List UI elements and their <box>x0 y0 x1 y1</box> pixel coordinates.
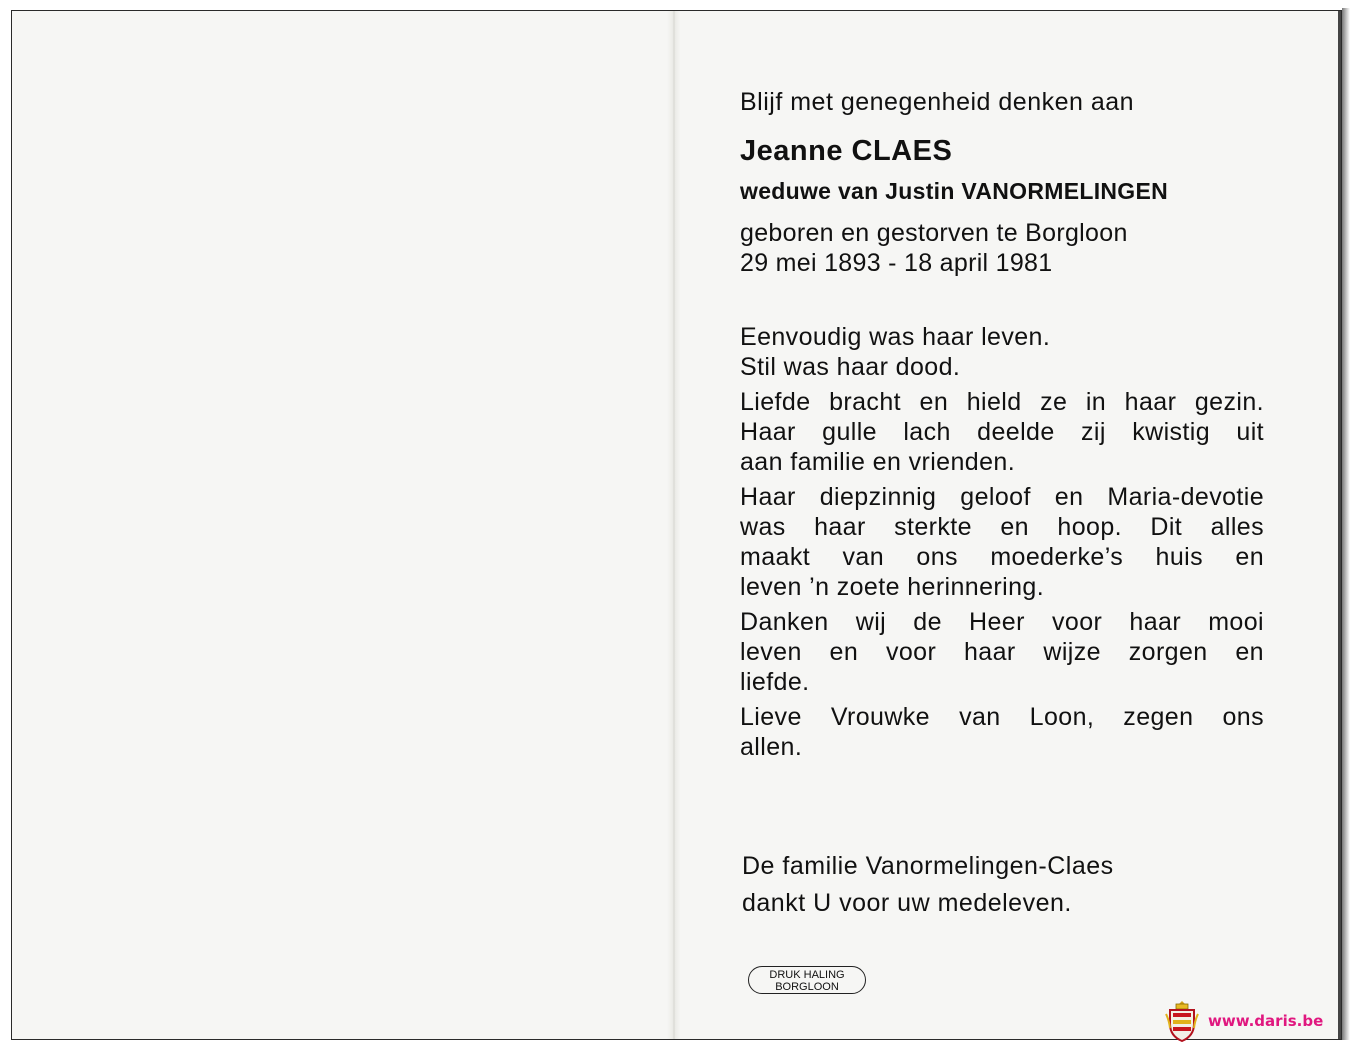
widow-of-line: weduwe van Justin VANORMELINGEN <box>740 178 1169 204</box>
poem-stanza <box>740 387 1264 477</box>
watermark[interactable] <box>1162 1000 1352 1042</box>
scan-edge-shadow <box>1342 8 1350 1040</box>
poem-line: Danken wij de Heer voor haar mooi <box>740 608 1264 636</box>
poem-line: Eenvoudig was haar leven. <box>740 323 1051 351</box>
family-thanks-line: De familie Vanormelingen-Claes <box>742 852 1114 880</box>
poem-line: was haar sterkte en hoop. Dit alles <box>740 513 1264 541</box>
poem-line: Haar diepzinnig geloof en Maria-devotie <box>740 483 1264 511</box>
poem-line: allen. <box>740 733 803 761</box>
watermark-link[interactable]: www.daris.be <box>1208 1012 1324 1030</box>
heraldic-crest-icon <box>1165 1000 1199 1042</box>
born-died-line: geboren en gestorven te Borgloon <box>740 219 1128 247</box>
poem-line: leven en voor haar wijze zorgen en <box>740 638 1264 666</box>
poem-line: liefde. <box>740 668 810 696</box>
card-fold <box>667 11 681 1039</box>
poem-stanza <box>740 607 1264 697</box>
poem <box>740 322 1264 762</box>
poem-line: Stil was haar dood. <box>740 353 961 381</box>
printer-name: DRUK HALING <box>769 969 845 981</box>
intro-line: Blijf met genegenheid denken aan <box>740 88 1135 116</box>
poem-line: aan familie en vrienden. <box>740 448 1016 476</box>
printer-city: BORGLOON <box>775 981 839 993</box>
poem-line: Haar gulle lach deelde zij kwistig uit <box>740 418 1264 446</box>
card-right-edge <box>1338 11 1341 1039</box>
poem-line: Liefde bracht en hield ze in haar gezin. <box>740 388 1264 416</box>
family-thanks <box>742 848 1114 922</box>
poem-line: Lieve Vrouwke van Loon, zegen ons <box>740 703 1264 731</box>
family-thanks-line: dankt U voor uw medeleven. <box>742 889 1072 917</box>
deceased-name: Jeanne CLAES <box>740 135 953 167</box>
poem-stanza <box>740 702 1264 762</box>
life-dates: 29 mei 1893 - 18 april 1981 <box>740 249 1053 277</box>
poem-stanza <box>740 322 1264 382</box>
poem-line: maakt van ons moederke’s huis en <box>740 543 1264 571</box>
right-page-text <box>740 86 1264 767</box>
poem-stanza <box>740 482 1264 602</box>
printer-stamp <box>748 966 866 994</box>
poem-line: leven ’n zoete herinnering. <box>740 573 1045 601</box>
